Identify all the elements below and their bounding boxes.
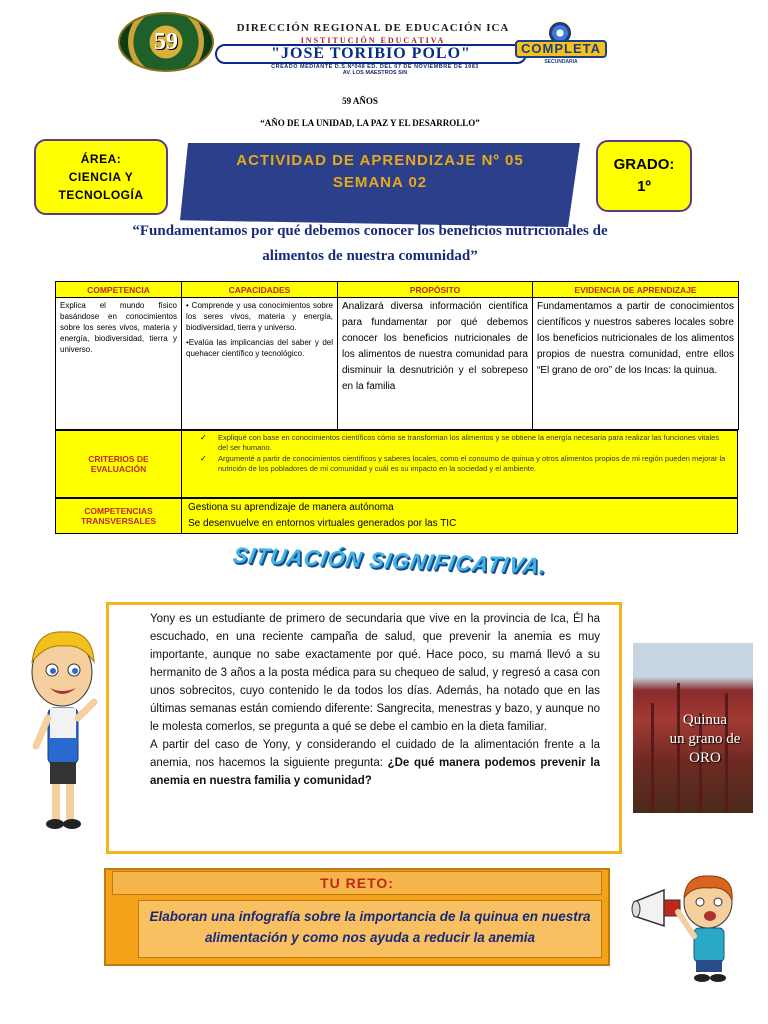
school-address: AV. LOS MAESTROS S/N: [342, 70, 408, 76]
area-value-line2: TECNOLOGÍA: [58, 188, 144, 202]
quinoa-photo: [633, 643, 753, 813]
table-header-row: [56, 282, 739, 298]
header-competencia: COMPETENCIA: [56, 282, 182, 298]
boy-megaphone-illustration: [630, 872, 750, 984]
creation-decree: CREADO MEDIANTE D.S.Nº048 ED. DEL 07 DE NOVIEMBRE DE 1983: [271, 64, 479, 70]
boy-pointing-illustration: [22, 622, 106, 832]
capacidad-item: • Comprende y usa conocimientos sobre los seres vivos, materia y energía, biodiversidad, tierra y universo.: [186, 301, 333, 332]
cell-evidencia: Fundamentamos a partir de conocimientos científicos y nuestros saberes locales sobre los beneficios nutricionales de los alimentos propios de nuestra comunidad, entre ellos “El grano de oro” de los Incas: la quinua.: [533, 298, 739, 430]
criterios-row: [55, 430, 738, 498]
capacidad-item: •Evalúa las implicancias del saber y del quehacer científico y tecnológico.: [186, 338, 333, 358]
logo-sub-text: SECUNDARIA: [544, 59, 578, 65]
grado-label: GRADO:: [613, 156, 675, 173]
quinoa-caption-line1: Quinua: [682, 712, 728, 728]
situacion-paragraph-2: [150, 736, 600, 790]
situacion-question: ¿De qué manera podemos prevenir la anemia en nuestra familia y comunidad?: [150, 757, 600, 787]
grado-box: [596, 140, 692, 212]
situacion-text: [150, 610, 600, 790]
area-box: [34, 139, 168, 215]
logo-band-text: COMPLETA: [515, 40, 607, 58]
situacion-paragraph-1: Yony es un estudiante de primero de secundaria que vive en la provincia de Ica, Él ha escuchado, en una reciente campaña de salud, que prevenir la anemia es muy importante, aunque no sabe exactamente por qué. Hace poco, su mamá llevó a su hermanito de 3 años a la posta médica para su chequeo de salud, y regresó a casa con unos sobrecitos, cuyo contenido le da todos los días. Además, ha notado que en las últimas semanas están comiendo diferente: Sangrecita, menestras y bazo, y aunque no le molesta comerlos, se pregunta a qué se debe el cambio en la dieta familiar.: [150, 613, 600, 733]
activity-title: ACTIVIDAD DE APRENDIZAJE Nº 05: [236, 152, 524, 169]
situacion-question-prefix: A partir del caso de Yony, y considerando el cuidado de la alimentación frente a la anemia, nos hacemos la siguiente pregunta:: [150, 739, 600, 769]
transversales-label: [56, 499, 182, 533]
header-capacidades: CAPACIDADES: [182, 282, 338, 298]
jornada-completa-logo: [515, 22, 607, 68]
transversales-row: [55, 498, 738, 534]
quinoa-caption-line3: ORO: [689, 750, 721, 766]
criterio-item: ✓ Argumenté a partir de conocimientos científicos y saberes locales, como el consumo de quinua y otros alimentos propios de mi región pueden mejorar la nutrición de los pobladores de mi comunidad y cuál es su impacto en la sociedad y el ambiente.: [218, 454, 731, 474]
activity-main-title: [60, 219, 680, 269]
transversales-list: [182, 499, 737, 533]
year-motto: “AÑO DE LA UNIDAD, LA PAZ Y EL DESARROLLO”: [260, 118, 480, 128]
situacion-title: SITUACIÓN SIGNIFICATIVA.: [231, 542, 550, 579]
direccion-regional: DIRECCIÓN REGIONAL DE EDUCACIÓN ICA: [236, 22, 510, 34]
competencias-table: [55, 281, 739, 430]
criterios-list: [182, 431, 737, 497]
years-label: 59 AÑOS: [342, 96, 378, 106]
activity-week: SEMANA 02: [332, 174, 428, 191]
criterios-label: [56, 431, 182, 497]
school-anniversary-logo: [118, 12, 214, 72]
transversales-label-line2: TRANSVERSALES: [80, 516, 157, 526]
criterio-item: ✓ Expliqué con base en conocimientos científicos cómo se transforman los alimentos y se obtiene la energía necesaria para realizar las funciones vitales del ser humano.: [218, 433, 731, 453]
cell-proposito: Analizará diversa información científica para fundamentar por qué debemos conocer los beneficios nutricionales de los alimentos de nuestra comunidad para disminuir la desnutrición y el sobrepeso en la familia: [338, 298, 533, 430]
area-label: ÁREA:: [80, 152, 122, 166]
school-name: "JOSÉ TORIBIO POLO": [215, 44, 527, 64]
transversales-label-line1: COMPETENCIAS: [84, 506, 153, 516]
transversal-item: Gestiona su aprendizaje de manera autónoma: [188, 502, 394, 513]
logo-number: 59: [154, 28, 178, 55]
cell-capacidades: [182, 298, 338, 430]
grado-value: 1º: [637, 178, 651, 195]
header-evidencia: EVIDENCIA DE APRENDIZAJE: [533, 282, 739, 298]
cell-competencia: Explica el mundo físico basándose en conocimientos sobre los seres vivos, materia y energía, biodiversidad, tierra y universo.: [56, 298, 182, 430]
transversal-item: Se desenvuelve en entornos virtuales generados por las TIC: [188, 518, 457, 529]
quinoa-caption: [663, 711, 747, 768]
area-value-line1: CIENCIA Y: [68, 170, 134, 184]
quinoa-caption-line2: un grano de: [669, 731, 741, 747]
institucion-label: INSTITUCIÓN EDUCATIVA: [300, 36, 446, 45]
header-proposito: PROPÓSITO: [338, 282, 533, 298]
criterios-label-line1: CRITERIOS DE: [88, 454, 149, 464]
criterios-label-line2: EVALUACIÓN: [90, 464, 147, 474]
reto-title: TU RETO:: [112, 871, 602, 895]
table-row: [56, 298, 739, 430]
main-title-line2: alimentos de nuestra comunidad”: [262, 248, 478, 264]
main-title-line1: “Fundamentamos por qué debemos conocer los beneficios nutricionales de: [132, 223, 608, 239]
reto-text: Elaboran una infografía sobre la importancia de la quinua en nuestra alimentación y como nos ayuda a reducir la anemia: [149, 909, 591, 945]
